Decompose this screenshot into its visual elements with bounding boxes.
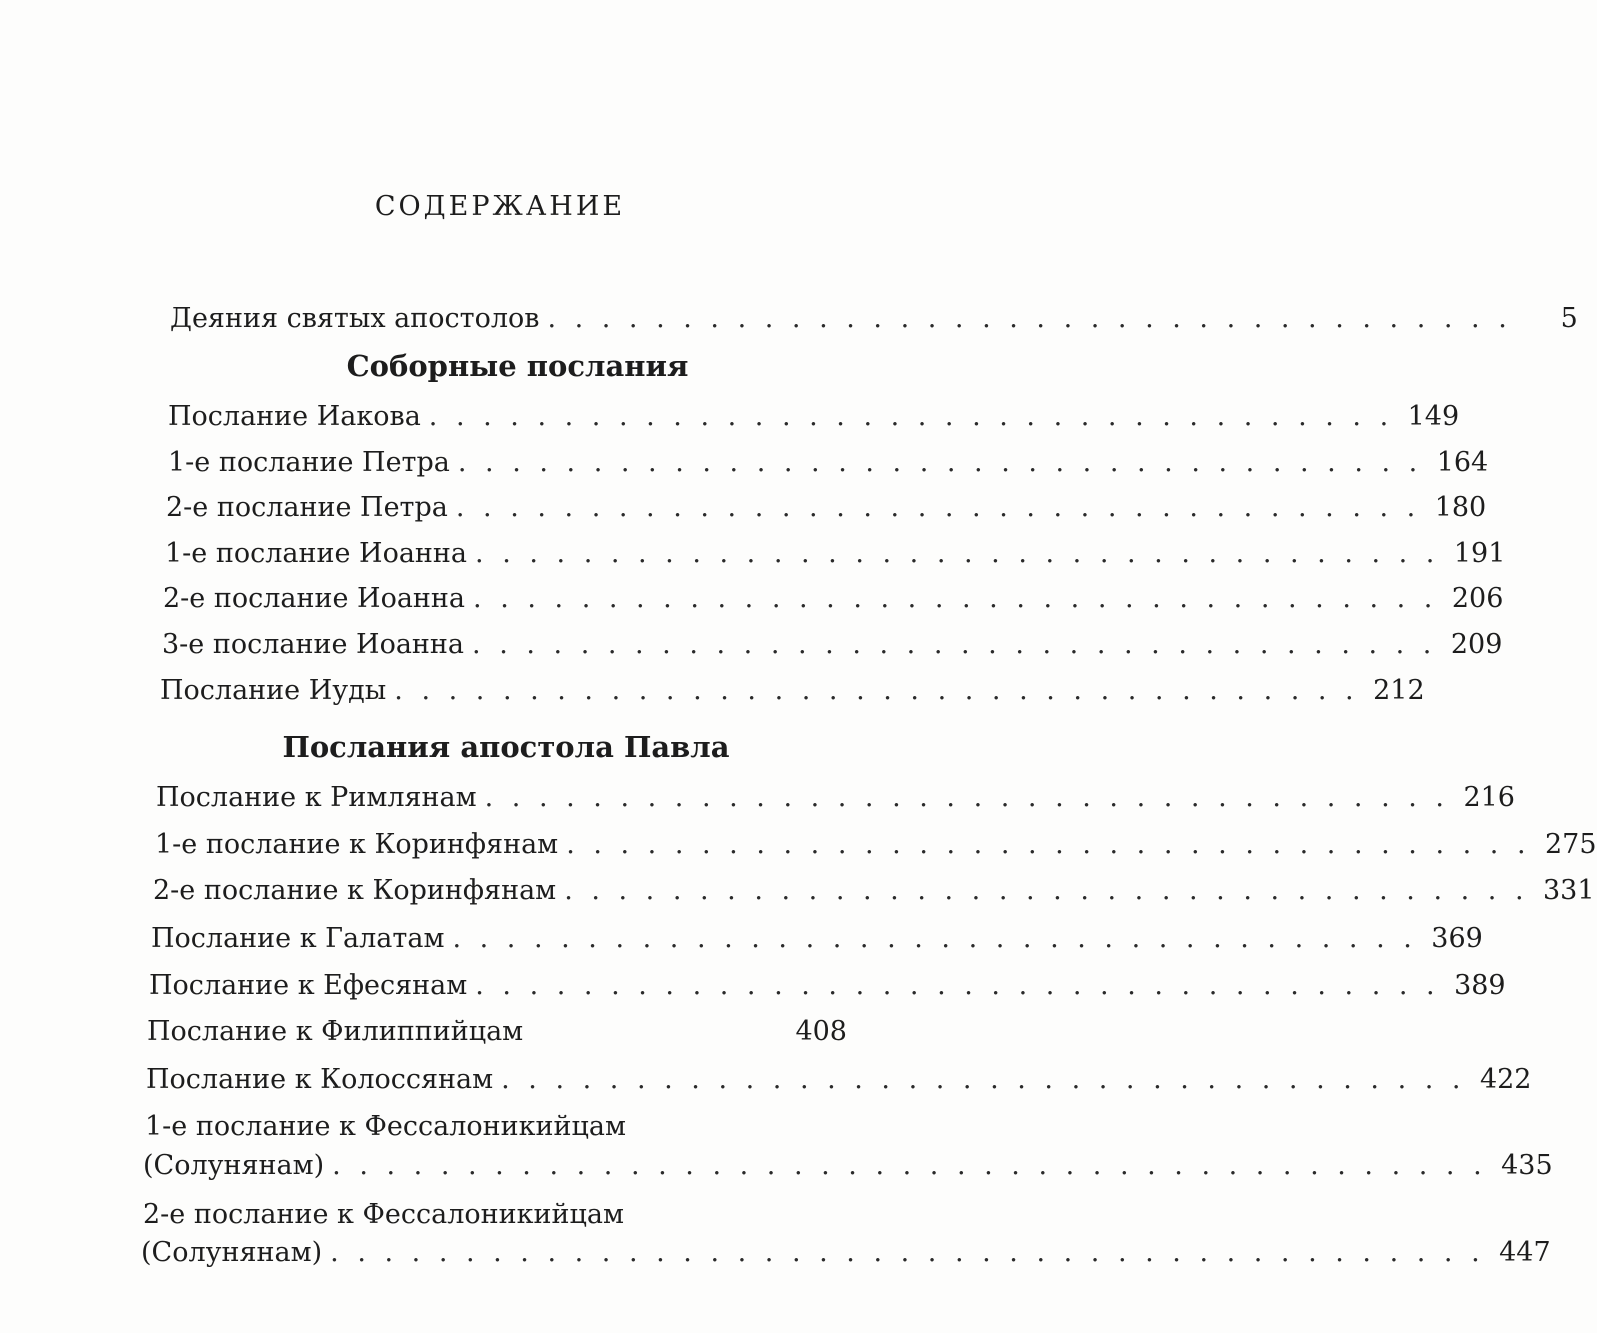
dot-leader: . . . . . . . . . . . . . . . . . . . . . . . . . . . . . . . . . . . .: [475, 538, 1440, 569]
toc-entry-page: 149: [1407, 401, 1460, 432]
toc-entry-title: 1-е послание Петра: [168, 447, 450, 478]
toc-entry-page: 209: [1450, 629, 1503, 660]
toc-entry-title: Послание к Ефесянам: [149, 970, 468, 1001]
toc-entry-page: 212: [1373, 675, 1425, 706]
toc-entry-title: Послание к Галатам: [151, 923, 445, 954]
toc-entry-title: Послание Иакова: [168, 401, 421, 432]
dot-leader: . . . . . . . . . . . . . . . . . . . . . . . . . . . . . . . . . . . .: [564, 875, 1529, 906]
toc-entry-page: 389: [1454, 970, 1506, 1001]
toc-entry-page: 206: [1451, 583, 1504, 614]
toc-entry[interactable]: [153, 872, 1595, 910]
toc-entry[interactable]: [149, 967, 1506, 1005]
dot-leader: . . . . . . . . . . . . . . . . . . . . . . . . . . . . . . . . . . . .: [452, 923, 1417, 954]
dot-leader: . . . . . . . . . . . . . . . . . . . . . . . . . . . . . . . . . . . .: [501, 1064, 1466, 1095]
dot-leader: . . . . . . . . . . . . . . . . . . . . . . . . . . . . . . . . . . . .: [473, 583, 1438, 614]
toc-entry-title: Послание к Римлянам: [156, 782, 477, 813]
toc-entry-page: 164: [1436, 447, 1489, 478]
toc-entry[interactable]: [162, 626, 1503, 664]
dot-leader: . . . . . . . . . . . . . . . . . . . . . . . . . . . . . . . . . . . .: [472, 629, 1437, 660]
toc-entry-page: 5: [1560, 303, 1578, 334]
dot-leader: . . . . . . . . . . . . . . . . . . . . . . . . . . . . . . . . . . . .: [566, 829, 1531, 860]
toc-entry-title: 2-е послание к Коринфянам: [153, 875, 557, 906]
toc-entry-page: 275: [1545, 829, 1597, 860]
toc-entry-page: 408: [795, 1016, 847, 1047]
toc-entry-title: 2-е послание Петра: [166, 492, 448, 523]
toc-entry[interactable]: [143, 1147, 1553, 1185]
section-heading-catholic: Соборные послания: [346, 349, 689, 383]
toc-entry-title: 3-е послание Иоанна: [162, 629, 465, 660]
toc-entry-title-line1: 1-е послание к Фессалоникийцам: [145, 1111, 626, 1142]
toc-entry-title-line2: (Солунянам): [143, 1150, 325, 1181]
toc-entry-title: Деяния святых апостолов: [170, 303, 540, 334]
toc-entry[interactable]: [141, 1234, 1551, 1272]
toc-entry[interactable]: [163, 580, 1504, 618]
toc-entry-page: 191: [1453, 538, 1506, 569]
page-title: СОДЕРЖАНИЕ: [374, 191, 626, 222]
dot-leader: . . . . . . . . . . . . . . . . . . . . . . . . . . . . . . . . . . . .: [455, 492, 1421, 523]
toc-entry[interactable]: [165, 535, 1506, 573]
toc-entry-page: 331: [1543, 875, 1595, 906]
dot-leader: . . . . . . . . . . . . . . . . . . . . . . . . . . . . . . . . . . . .: [394, 675, 1359, 706]
toc-entry-title: Послание Иуды: [160, 675, 387, 706]
toc-entry-page: 447: [1499, 1237, 1551, 1268]
toc-entry[interactable]: [155, 826, 1597, 864]
toc-entry-title: Послание к Филиппийцам: [147, 1016, 524, 1047]
dot-leader: . . . . . . . . . . . . . . . . . . . . . . . . . . . . . . . . . . . .: [547, 303, 1512, 334]
section-heading-pauline: Послания апостола Павла: [282, 730, 730, 764]
toc-entry-title-line1: 2-е послание к Фессалоникийцам: [143, 1199, 624, 1230]
dot-leader: . . . . . . . . . . . . . . . . . . . . . . . . . . . . . . . . . . . . . . . . . . .: [332, 1150, 1487, 1181]
toc-entry[interactable]: [166, 489, 1487, 527]
toc-entry-page: 369: [1431, 923, 1483, 954]
toc-entry[interactable]: [146, 1061, 1532, 1099]
toc-entry-acts[interactable]: [170, 300, 1578, 338]
toc-entry-page: 435: [1501, 1150, 1553, 1181]
toc-entry-page: 422: [1479, 1064, 1532, 1095]
toc-entry-page: 216: [1463, 782, 1515, 813]
toc-entry-title: Послание к Колоссянам: [146, 1064, 494, 1095]
toc-entry[interactable]: [156, 779, 1515, 817]
toc-entry[interactable]: [168, 444, 1489, 482]
toc-entry[interactable]: [151, 920, 1483, 958]
toc-entry[interactable]: [147, 1013, 847, 1051]
toc-entry[interactable]: [160, 672, 1425, 710]
dot-leader: . . . . . . . . . . . . . . . . . . . . . . . . . . . . . . . . . . . .: [484, 782, 1449, 813]
toc-entry-title-line2: (Солунянам): [141, 1237, 323, 1268]
toc-entry[interactable]: [168, 398, 1460, 436]
dot-leader: . . . . . . . . . . . . . . . . . . . . . . . . . . . . . . . . . . . .: [475, 970, 1440, 1001]
toc-entry-title: 2-е послание Иоанна: [163, 583, 466, 614]
dot-leader: . . . . . . . . . . . . . . . . . . . . . . . . . . . . . . . . . . . . . . . . . . .: [330, 1237, 1485, 1268]
dot-leader: . . . . . . . . . . . . . . . . . . . . . . . . . . . . . . . . . . . .: [457, 447, 1423, 478]
toc-entry-page: 180: [1434, 492, 1487, 523]
dot-leader: . . . . . . . . . . . . . . . . . . . . . . . . . . . . . . . . . . . .: [428, 401, 1394, 432]
toc-entry-title: 1-е послание Иоанна: [165, 538, 468, 569]
toc-entry-title: 1-е послание к Коринфянам: [155, 829, 559, 860]
